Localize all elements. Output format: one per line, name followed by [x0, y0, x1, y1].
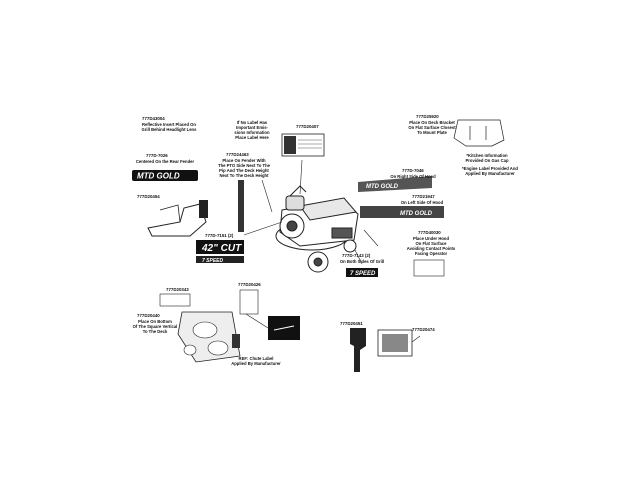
part-number-17: 777D20440 [137, 313, 160, 318]
part-number-11: 777D-7046 [402, 168, 424, 173]
under-hood-decal [414, 260, 444, 276]
part-desc-19: REF: Chute Label Applied By Manufacturer [231, 356, 281, 366]
part-desc-4: If No Label Has Important Emis- sions Information Place Label Here [234, 120, 270, 140]
part-number-16: 777D20343 [166, 287, 189, 292]
cut-decal [196, 240, 244, 264]
chute-deflector [148, 200, 208, 236]
part-number-20: 777D20451 [340, 321, 363, 326]
part-number-21: 777D20474 [412, 327, 435, 332]
part-desc-10: *Engine Label Provided And Applied By Manufacturer [462, 166, 518, 176]
part-desc-1: Reflective Insert Placed On Grill Behind Headlight Lens [141, 122, 197, 132]
part-number-8: 777D25920 [416, 114, 439, 119]
mtd-gold-text-right: MTD GOLD [366, 184, 398, 190]
seven-speed-text: 7 SPEED [350, 271, 376, 277]
vertical-strip-decal [238, 180, 244, 232]
info-decal-top [282, 134, 324, 156]
part-desc-13: Place Under Hood On Flat Surface Avoiding Contact Points Facing Operator [406, 236, 456, 256]
hood-decal-left [360, 206, 444, 218]
part-number-2: 777D-7026 [146, 153, 168, 158]
part-desc-2: Centered On the Rear Fender [135, 159, 195, 164]
part-number-1: 777D43004 [142, 116, 165, 121]
part-desc-6: Place On Fender With The PTO Side Next To The Pip And The Deck Height Next To The Deck Height [218, 158, 270, 178]
mtd-gold-text-left-hood: MTD GOLD [400, 211, 432, 217]
part-number-7: 777D-7151 (2) [205, 233, 234, 238]
gas-cap-sketch [454, 120, 504, 146]
part-number-14: 777D-7143 (2) [342, 253, 371, 258]
part-desc-11: On Right Side Of Hood [390, 174, 436, 179]
bottom-right-labels [350, 328, 420, 372]
seven-speed-decal [346, 268, 378, 277]
part-desc-8: Place On Deck Bracket On Flat Surface Closest To Mount Plate [408, 120, 456, 135]
part-desc-12: On Left Side Of Hood [400, 200, 444, 205]
part-number-18: 777D20426 [238, 282, 261, 287]
part-number-13: 777D40030 [418, 230, 441, 235]
part-number-5: 777D20407 [296, 124, 319, 129]
cut-decal-text: 42" CUT [202, 243, 242, 254]
part-desc-14: On Both Sides Of Grill [339, 259, 385, 264]
part-number-6: 777D24463 [226, 152, 249, 157]
part-number-3: 777D20454 [137, 194, 160, 199]
mtd-gold-decal-left [132, 170, 198, 181]
part-number-12: 777D21947 [412, 194, 435, 199]
mtd-gold-text-left: MTD GOLD [137, 171, 180, 181]
part-desc-17: Place On Bottom Of The Square Vertical To The Deck [132, 319, 178, 334]
part-desc-9: *Kitchen Information Provided On Gas Cap [465, 153, 509, 163]
speed-decal-text-small: 7 SPEED [202, 258, 224, 264]
